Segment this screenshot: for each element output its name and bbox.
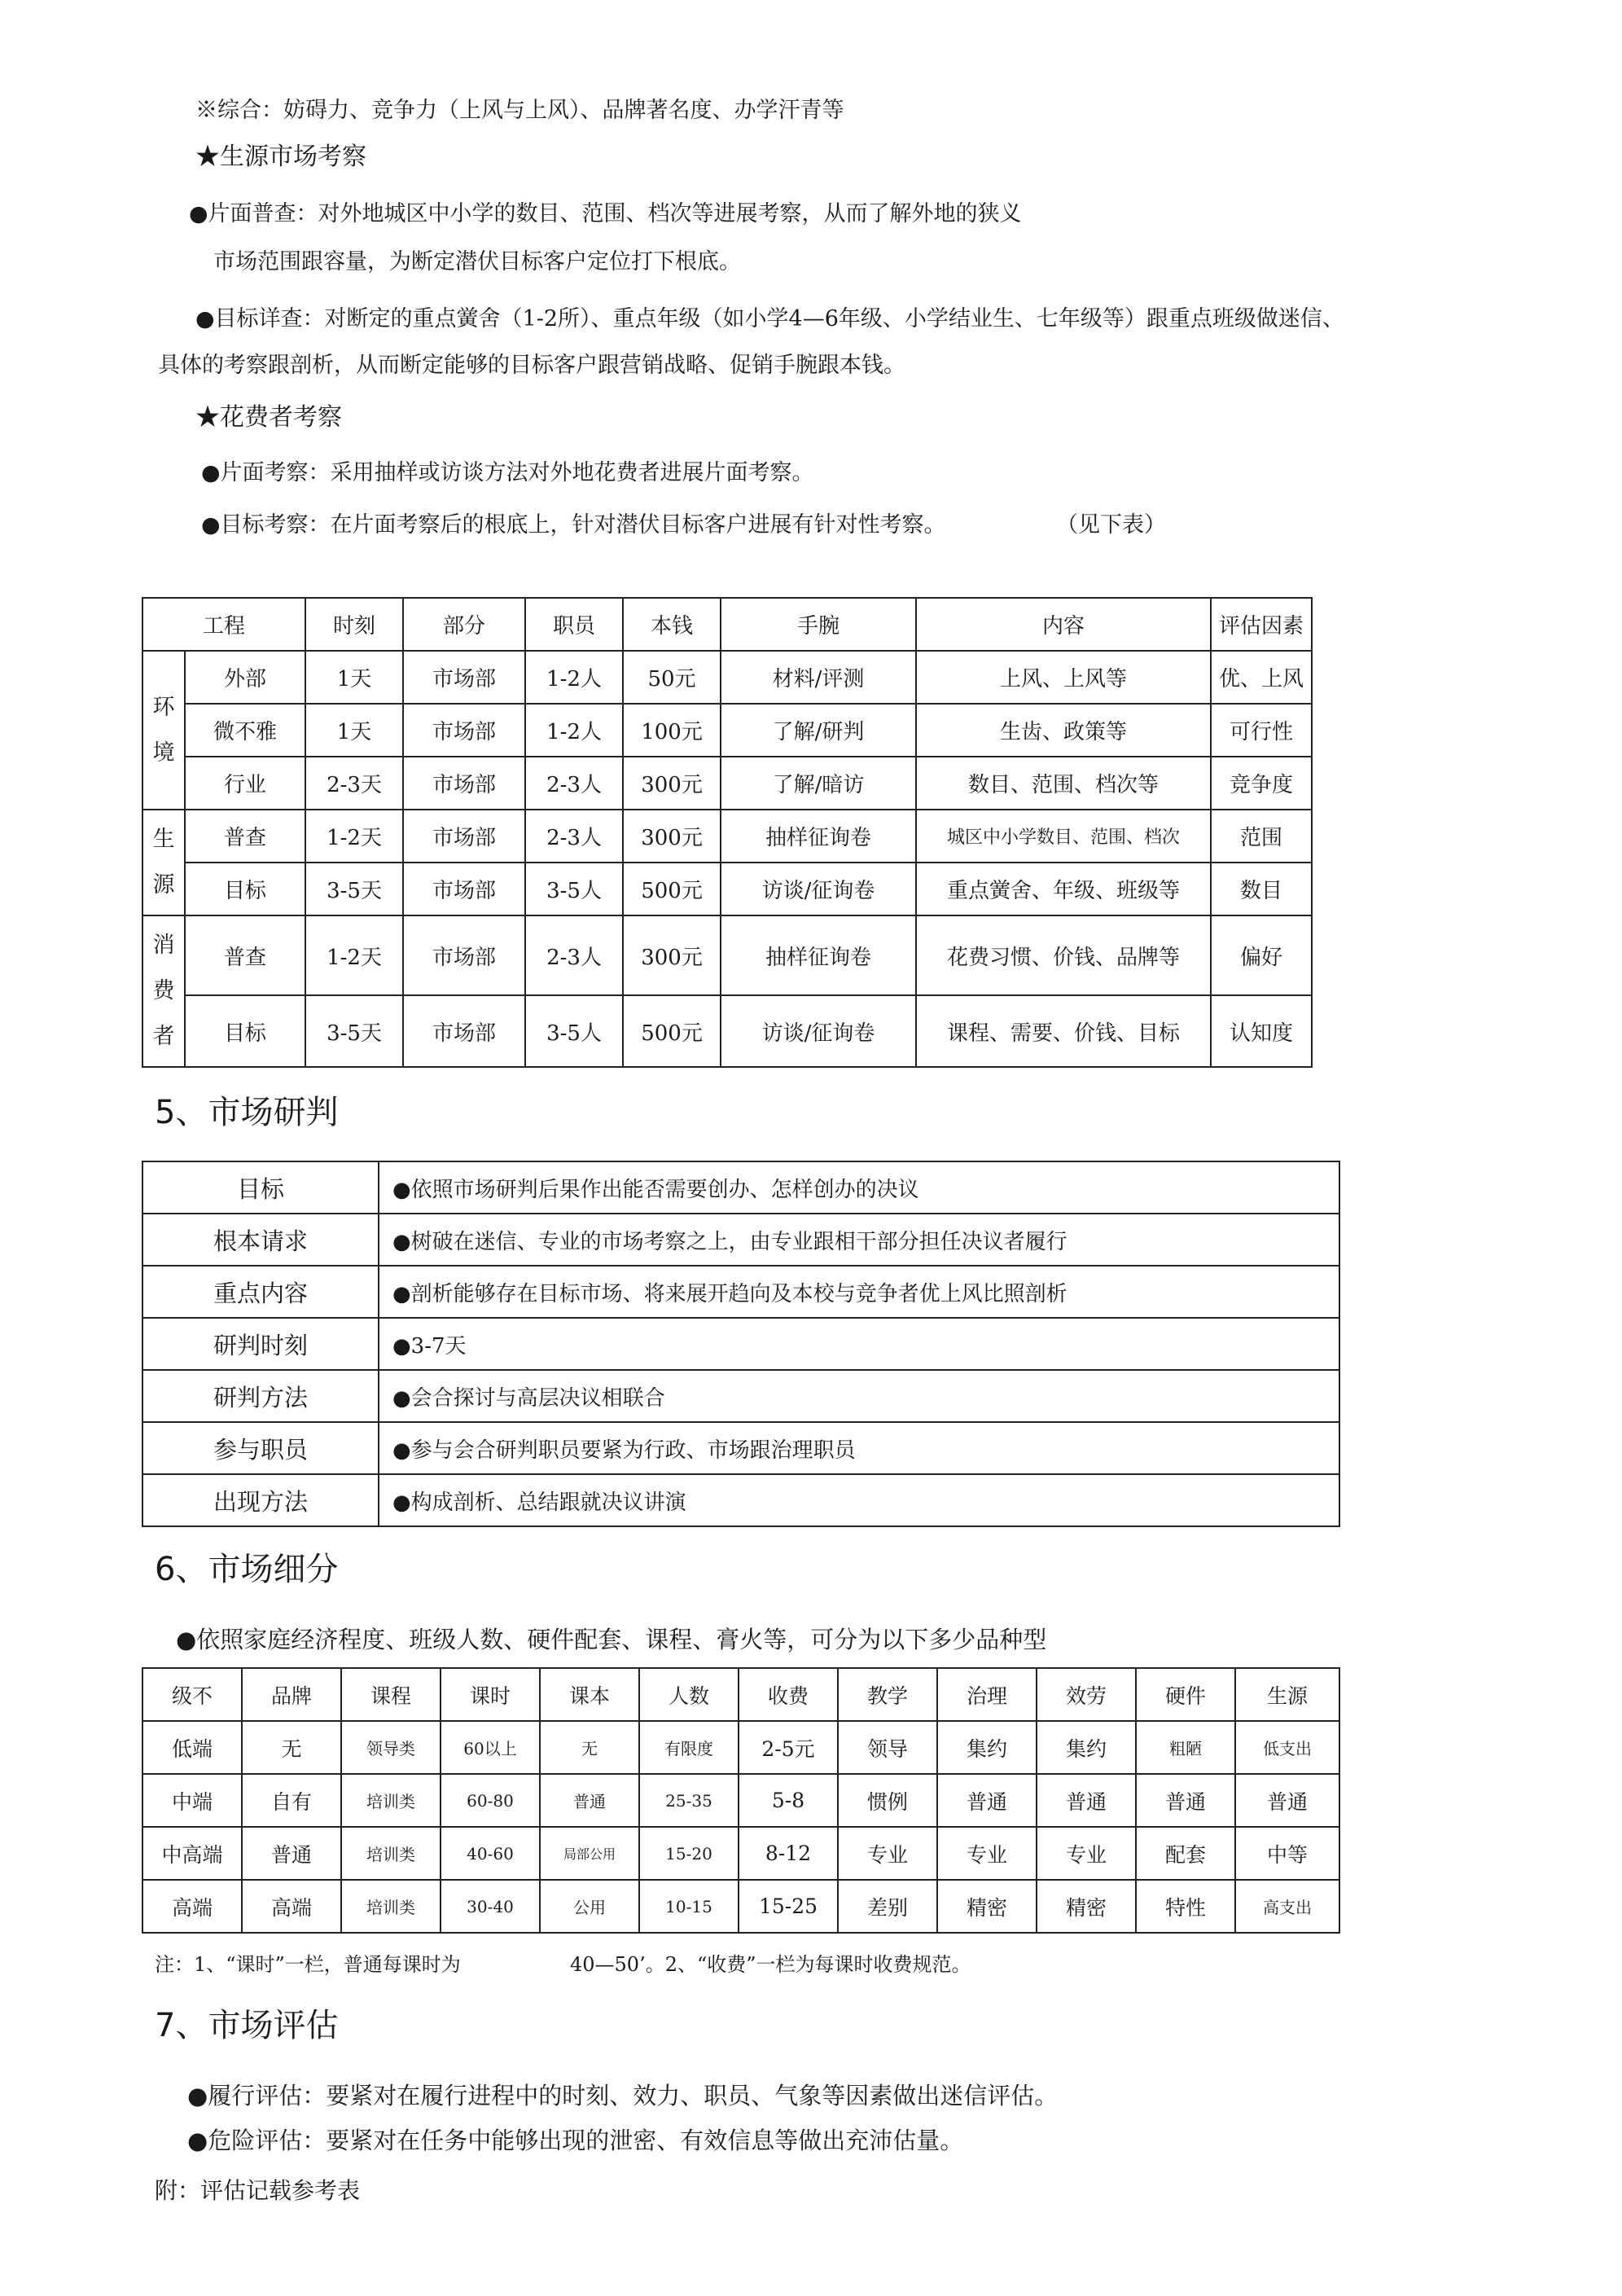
- cell: 外部: [185, 651, 305, 704]
- cell: 配套: [1136, 1827, 1235, 1880]
- cell: 了解/暗访: [721, 757, 916, 810]
- cell: 15-25: [739, 1880, 838, 1933]
- table-row: [142, 1318, 1339, 1370]
- segmentation-table: [142, 1667, 1340, 1934]
- row-value: ●会合探讨与高层决议相联合: [379, 1370, 1339, 1422]
- header-cell: 人数: [639, 1668, 739, 1721]
- segmentation-note-b: 40—50’。2、“收费”一栏为每课时收费规范。: [570, 1953, 971, 1976]
- cell: 中等: [1235, 1827, 1339, 1880]
- section-title-market-segmentation: 6、市场细分: [155, 1551, 339, 1588]
- cell: 中端: [142, 1774, 242, 1827]
- row-value: ●参与会合研判职员要紧为行政、市场跟治理职员: [379, 1422, 1339, 1474]
- cell: 生齿、政策等: [916, 704, 1211, 757]
- cell: 培训类: [341, 1774, 441, 1827]
- cell: 500元: [623, 995, 721, 1067]
- header-cell: 课时: [441, 1668, 540, 1721]
- bullet-overall-survey: ●片面考察：采用抽样或访谈方法对外地花费者进展片面考察。: [201, 460, 814, 485]
- cell: 3-5天: [305, 863, 403, 915]
- cell: 有限度: [639, 1721, 739, 1774]
- cell: 市场部: [403, 810, 525, 863]
- row-label: 目标: [142, 1161, 379, 1214]
- cell: 无: [540, 1721, 639, 1774]
- cell: 25-35: [639, 1774, 739, 1827]
- cell: 专业: [838, 1827, 937, 1880]
- section-title-market-judgment: 5、市场研判: [155, 1094, 339, 1131]
- section-title-market-evaluation: 7、市场评估: [155, 2007, 339, 2044]
- row-value: ●3-7天: [379, 1318, 1339, 1370]
- cell: 8-12: [739, 1827, 838, 1880]
- cell: 普通: [1037, 1774, 1136, 1827]
- cell: 1-2天: [305, 810, 403, 863]
- header-cell: 教学: [838, 1668, 937, 1721]
- heading-student-source-survey: ★生源市场考察: [195, 143, 366, 171]
- cell: 抽样征询卷: [721, 915, 916, 995]
- cell: 目标: [185, 995, 305, 1067]
- cell: 2-3人: [525, 915, 623, 995]
- cell: 领导类: [341, 1721, 441, 1774]
- table-row: [142, 915, 1312, 995]
- see-table-note: （见下表）: [1056, 512, 1166, 538]
- group-environment: 环 境: [142, 651, 185, 810]
- bullet-general-survey-1: ●片面普查：对外地城区中小学的数目、范围、档次等进展考察，从而了解外地的狭义: [189, 201, 1022, 226]
- row-value: ●构成剖析、总结跟就决议讲演: [379, 1474, 1339, 1526]
- cell: 范围: [1211, 810, 1312, 863]
- header-cell: 课程: [341, 1668, 441, 1721]
- table-row: [142, 1422, 1339, 1474]
- cell: 精密: [937, 1880, 1037, 1933]
- cell: 2-3天: [305, 757, 403, 810]
- cell: 专业: [1037, 1827, 1136, 1880]
- cell: 高端: [142, 1880, 242, 1933]
- cell: 花费习惯、价钱、品牌等: [916, 915, 1211, 995]
- cell: 普通: [937, 1774, 1037, 1827]
- cell: 市场部: [403, 651, 525, 704]
- row-value: ●剖析能够存在目标市场、将来展开趋向及本校与竞争者优上风比照剖析: [379, 1266, 1339, 1318]
- cell: 普通: [1235, 1774, 1339, 1827]
- heading-consumer-survey: ★花费者考察: [195, 403, 342, 432]
- cell: 300元: [623, 915, 721, 995]
- table-row: [142, 1474, 1339, 1526]
- bullet-risk-evaluation: ●危险评估：要紧对在任务中能够出现的泄密、有效信息等做出充沛估量。: [187, 2127, 964, 2154]
- header-cell: 评估因素: [1211, 598, 1312, 651]
- row-label: 根本请求: [142, 1214, 379, 1266]
- cell: 局部公用: [540, 1827, 639, 1880]
- cell: 1-2人: [525, 651, 623, 704]
- cell: 数目: [1211, 863, 1312, 915]
- cell: 2-3人: [525, 757, 623, 810]
- header-cell: 内容: [916, 598, 1211, 651]
- cell: 市场部: [403, 915, 525, 995]
- table-header-row: [142, 1668, 1339, 1721]
- cell: 60以上: [441, 1721, 540, 1774]
- cell: 60-80: [441, 1774, 540, 1827]
- cell: 40-60: [441, 1827, 540, 1880]
- table-row: [142, 1370, 1339, 1422]
- bullet-target-survey-2: 具体的考察跟剖析，从而断定能够的目标客户跟营销战略、促销手腕跟本钱。: [158, 353, 905, 378]
- cell: 市场部: [403, 863, 525, 915]
- cell: 课程、需要、价钱、目标: [916, 995, 1211, 1067]
- cell: 竞争度: [1211, 757, 1312, 810]
- row-label: 研判时刻: [142, 1318, 379, 1370]
- bullet-execution-evaluation: ●履行评估：要紧对在履行进程中的时刻、效力、职员、气象等因素做出迷信评估。: [187, 2082, 1059, 2109]
- bullet-general-survey-2: 市场范围跟容量，为断定潜伏目标客户定位打下根底。: [213, 249, 741, 274]
- table-row: [142, 651, 1312, 704]
- header-cell: 时刻: [305, 598, 403, 651]
- cell: 偏好: [1211, 915, 1312, 995]
- cell: 50元: [623, 651, 721, 704]
- cell: 数目、范围、档次等: [916, 757, 1211, 810]
- cell: 目标: [185, 863, 305, 915]
- header-cell: 效劳: [1037, 1668, 1136, 1721]
- bullet-target-survey-1: ●目标详查：对断定的重点黉舍（1-2所）、重点年级（如小学4—6年级、小学结业生、七年级等）跟重点班级做迷信、: [195, 306, 1344, 331]
- cell: 访谈/征询卷: [721, 995, 916, 1067]
- cell: 低端: [142, 1721, 242, 1774]
- cell: 专业: [937, 1827, 1037, 1880]
- cell: 重点黉舍、年级、班级等: [916, 863, 1211, 915]
- header-cell: 品牌: [242, 1668, 341, 1721]
- cell: 可行性: [1211, 704, 1312, 757]
- row-value: ●树破在迷信、专业的市场考察之上，由专业跟相干部分担任决议者履行: [379, 1214, 1339, 1266]
- header-cell: 部分: [403, 598, 525, 651]
- cell: 10-15: [639, 1880, 739, 1933]
- cell: 3-5人: [525, 995, 623, 1067]
- cell: 2-3人: [525, 810, 623, 863]
- cell: 高支出: [1235, 1880, 1339, 1933]
- cell: 培训类: [341, 1827, 441, 1880]
- row-label: 重点内容: [142, 1266, 379, 1318]
- cell: 100元: [623, 704, 721, 757]
- table-row: [142, 810, 1312, 863]
- cell: 300元: [623, 810, 721, 863]
- cell: 普通: [242, 1827, 341, 1880]
- table-header-row: [142, 598, 1312, 651]
- row-value: ●依照市场研判后果作出能否需要创办、怎样创办的决议: [379, 1161, 1339, 1214]
- header-cell: 课本: [540, 1668, 639, 1721]
- cell: 惯例: [838, 1774, 937, 1827]
- group-consumer: 消 费 者: [142, 915, 185, 1067]
- header-cell: 级不: [142, 1668, 242, 1721]
- cell: 15-20: [639, 1827, 739, 1880]
- cell: 粗陋: [1136, 1721, 1235, 1774]
- cell: 培训类: [341, 1880, 441, 1933]
- cell: 认知度: [1211, 995, 1312, 1067]
- cell: 30-40: [441, 1880, 540, 1933]
- cell: 300元: [623, 757, 721, 810]
- row-label: 研判方法: [142, 1370, 379, 1422]
- cell: 访谈/征询卷: [721, 863, 916, 915]
- bullet-target-consumer-survey: ●目标考察：在片面考察后的根底上，针对潜伏目标客户进展有针对性考察。: [201, 512, 946, 538]
- cell: 自有: [242, 1774, 341, 1827]
- cell: 低支出: [1235, 1721, 1339, 1774]
- header-cell: 本钱: [623, 598, 721, 651]
- table-row: [142, 863, 1312, 915]
- cell: 特性: [1136, 1880, 1235, 1933]
- cell: 普通: [540, 1774, 639, 1827]
- table-row: [142, 757, 1312, 810]
- table-row: [142, 1214, 1339, 1266]
- cell: 抽样征询卷: [721, 810, 916, 863]
- cell: 1-2人: [525, 704, 623, 757]
- cell: 了解/研判: [721, 704, 916, 757]
- group-student-source: 生 源: [142, 810, 185, 915]
- cell: 集约: [1037, 1721, 1136, 1774]
- cell: 集约: [937, 1721, 1037, 1774]
- appendix-note: 附：评估记载参考表: [155, 2177, 361, 2204]
- cell: 公用: [540, 1880, 639, 1933]
- cell: 2-5元: [739, 1721, 838, 1774]
- cell: 普通: [1136, 1774, 1235, 1827]
- cell: 精密: [1037, 1880, 1136, 1933]
- cell: 5-8: [739, 1774, 838, 1827]
- header-cell: 手腕: [721, 598, 916, 651]
- cell: 普查: [185, 915, 305, 995]
- table-row: [142, 1721, 1339, 1774]
- cell: 普查: [185, 810, 305, 863]
- cell: 城区中小学数目、范围、档次: [916, 810, 1211, 863]
- cell: 1-2天: [305, 915, 403, 995]
- cell: 材料/评测: [721, 651, 916, 704]
- header-cell: 硬件: [1136, 1668, 1235, 1721]
- header-cell: 职员: [525, 598, 623, 651]
- cell: 3-5天: [305, 995, 403, 1067]
- cell: 优、上风: [1211, 651, 1312, 704]
- intro-line-overall: ※综合：妨碍力、竞争力（上风与上风）、品牌著名度、办学汗青等: [195, 98, 844, 123]
- cell: 差别: [838, 1880, 937, 1933]
- header-cell: 治理: [937, 1668, 1037, 1721]
- cell: 市场部: [403, 995, 525, 1067]
- survey-plan-table: [142, 597, 1313, 1068]
- cell: 行业: [185, 757, 305, 810]
- cell: 市场部: [403, 757, 525, 810]
- cell: 1天: [305, 704, 403, 757]
- cell: 无: [242, 1721, 341, 1774]
- table-row: [142, 1266, 1339, 1318]
- table-row: [142, 1880, 1339, 1933]
- segmentation-note-a: 注：1、“课时”一栏，普通每课时为: [155, 1953, 461, 1976]
- cell: 上风、上风等: [916, 651, 1211, 704]
- header-cell: 生源: [1235, 1668, 1339, 1721]
- row-label: 参与职员: [142, 1422, 379, 1474]
- header-cell: 收费: [739, 1668, 838, 1721]
- market-judgment-table: [142, 1161, 1340, 1527]
- table-row: [142, 995, 1312, 1067]
- row-label: 出现方法: [142, 1474, 379, 1526]
- segmentation-lead: ●依照家庭经济程度、班级人数、硬件配套、课程、膏火等，可分为以下多少品种型: [176, 1626, 1047, 1653]
- cell: 市场部: [403, 704, 525, 757]
- table-row: [142, 1774, 1339, 1827]
- table-row: [142, 1161, 1339, 1214]
- table-row: [142, 704, 1312, 757]
- cell: 高端: [242, 1880, 341, 1933]
- header-cell: 工程: [142, 598, 305, 651]
- cell: 领导: [838, 1721, 937, 1774]
- cell: 微不雅: [185, 704, 305, 757]
- cell: 中高端: [142, 1827, 242, 1880]
- table-row: [142, 1827, 1339, 1880]
- cell: 1天: [305, 651, 403, 704]
- cell: 500元: [623, 863, 721, 915]
- cell: 3-5人: [525, 863, 623, 915]
